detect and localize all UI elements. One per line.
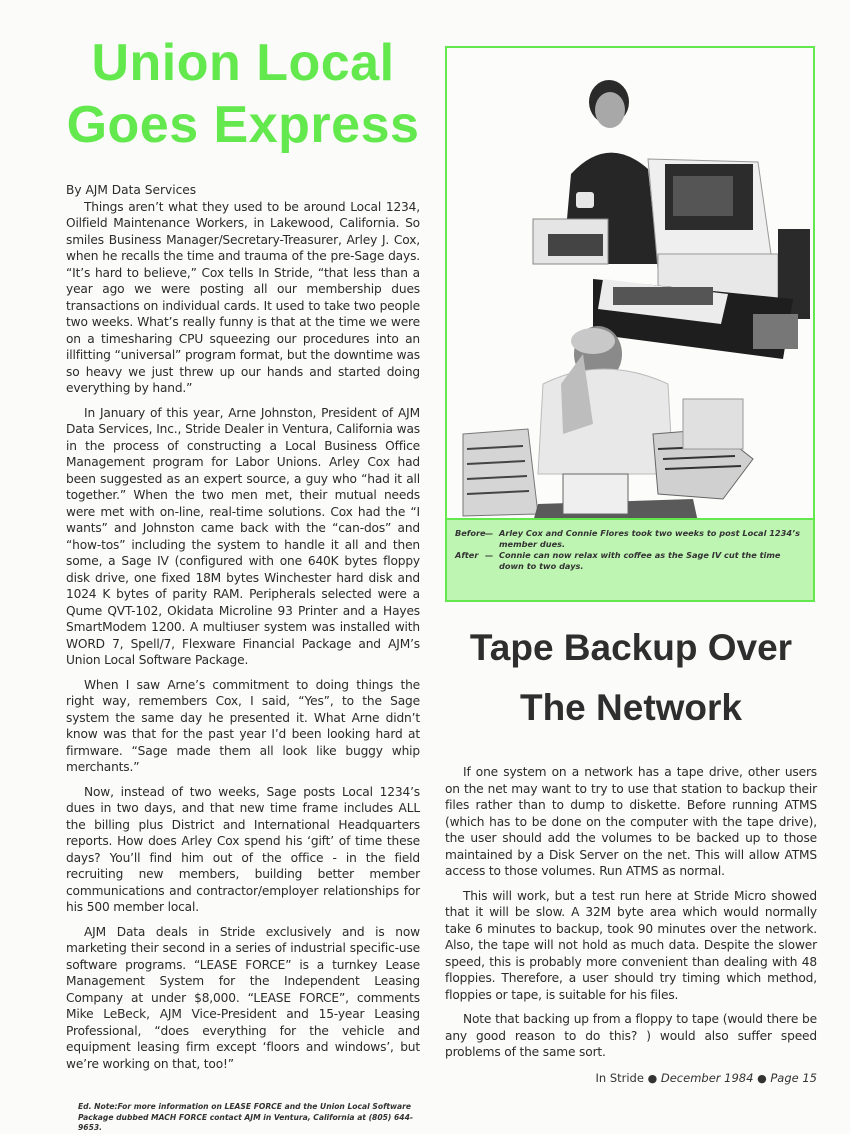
photo-box: [445, 46, 815, 602]
editor-note: Ed. Note:For more information on LEASE FORCE and the Union Local Software Package dubbed MACH FORCE contact AJM in Ventura, California at (805) 644-9653.: [78, 1102, 414, 1132]
footer-page-number: Page 15: [770, 1070, 817, 1085]
footer-publication: In Stride: [595, 1070, 644, 1085]
title-line-2: The Network: [519, 687, 743, 728]
title-line-1: Tape Backup Over: [469, 627, 793, 668]
right-column: [445, 46, 817, 1085]
page-footer: [445, 1071, 817, 1085]
photo-image-icon: [453, 54, 811, 522]
article-title-tape-backup: [445, 622, 817, 734]
caption-after-text: Connie can now relax with coffee as the Sage IV cut the time down to two days.: [499, 550, 781, 571]
title-line-2: Goes Express: [66, 96, 420, 154]
title-line-1: Union Local: [91, 34, 395, 92]
paragraph: When I saw Arne’s commitment to doing things the right way, remembers Cox, I said, “Yes”, to the Sage system the same day he presented it. What Arne didn’t know was that for the past year I’d been looking hard at firmware. “Sage made them all look like buggy whip merchants.”: [66, 677, 420, 774]
paragraph: AJM Data deals in Stride exclusively and is now marketing their second in a series of industrial specific-use software programs. “LEASE FORCE” is a turnkey Lease Management System for the Independent Leasing Company at under $8,000. “LEASE FORCE”, comments Mike LeBeck, AJM Vice-President and 15-year Leasing Professional, “does everything for the vehicle and equipment leasing firm except ‘floors and windows’, but we’re working on that, too!”: [66, 924, 420, 1071]
paragraph: Now, instead of two weeks, Sage posts Local 1234’s dues in two days, and that new time frame includes ALL the billing plus District and International Headquarters reports. How does Arley Cox spend his ‘gift’ of time these days? You’ll find him out of the office - in the field recruiting new members, building better member communications and contractor/employer relationships for his 500 member local.: [66, 784, 420, 914]
caption-before: [455, 528, 805, 550]
bullet-icon: ●: [647, 1071, 658, 1085]
byline: By AJM Data Services: [66, 183, 197, 197]
caption-after: [455, 550, 805, 572]
paragraph: If one system on a network has a tape drive, other users on the net may want to try to use that station to backup their files rather than to dump to diskette. Before running ATMS (which has to be done on the computer with the tape drive), the user should add the volumes to be backed up to those maintained by a Disk Server on the net. This will allow ATMS access to those volumes. Run ATMS as normal.: [445, 765, 817, 878]
article-title: [66, 32, 420, 156]
caption-dash: —: [485, 528, 494, 538]
paragraph: In January of this year, Arne Johnston, President of AJM Data Services, Inc., Stride Dealer in Ventura, California was in the process of constructing a Local Business Office Management program for Labor Unions. Arley Cox had been suggested as an expert source, a guy who “had it all together.” When the two men met, their mutual needs were met with on-line, real-time solutions. Cox had the “I wants” and Johnston came back with the “can-dos” and “how-tos” including the system to handle it all and then some, a Sage IV (configured with one 640K bytes floppy disk drive, one fixed 18M bytes Winchester hard disk and 1024 K bytes of parity RAM. Peripherals selected were a Qume QVT-102, Okidata Microline 93 Printer and a Hayes SmartModem 1200. A multiuser system was installed with WORD 7, Spell/7, Flexware Financial Package and AJM’s Union Local Software Package.: [66, 405, 420, 667]
bullet-icon: ●: [757, 1071, 767, 1085]
photo-before-after: [453, 54, 807, 522]
paragraph: This will work, but a test run here at Stride Micro showed that it will be slow. A 32M byte area which would normally take 6 minutes to backup, took 90 minutes over the network. Also, the tape will not hold as much data. Despite the slower speed, this is probably more convenient than dealing with 48 floppies. Therefore, a user should try timing which method, floppies or tape, is suitable for his files.: [445, 888, 817, 1002]
caption-dash: —: [485, 550, 494, 560]
photo-caption: [447, 518, 813, 600]
caption-after-label: After: [455, 550, 479, 560]
paragraph: Note that backing up from a floppy to tape (would there be any good reason to do this? ) would also suffer speed problems of the same sort.: [445, 1012, 817, 1059]
paragraph: Things aren’t what they used to be around Local 1234, Oilfield Maintenance Workers, in Lakewood, California. So smiles Business Manager/Secretary-Treasurer, Arley J. Cox, when he recalls the time and trauma of the pre-Sage days. “It’s hard to believe,” Cox tells In Stride, “that less than a year ago we were posting all our membership dues transactions on individual cards. It used to take two people two weeks. What’s really funny is that at the time we were on a timesharing CPU squeezing our procedures into an illfitting “universal” program format, but the downtime was so heavy we just threw up our hands and started doing everything by hand.”: [66, 199, 420, 395]
caption-before-label: Before: [455, 528, 486, 538]
article-union-local: [66, 32, 420, 1134]
caption-before-text: Arley Cox and Connie Flores took two weeks to post Local 1234’s member dues.: [499, 528, 801, 549]
footer-date: December 1984: [660, 1070, 754, 1085]
article-tape-backup: [445, 764, 817, 1061]
